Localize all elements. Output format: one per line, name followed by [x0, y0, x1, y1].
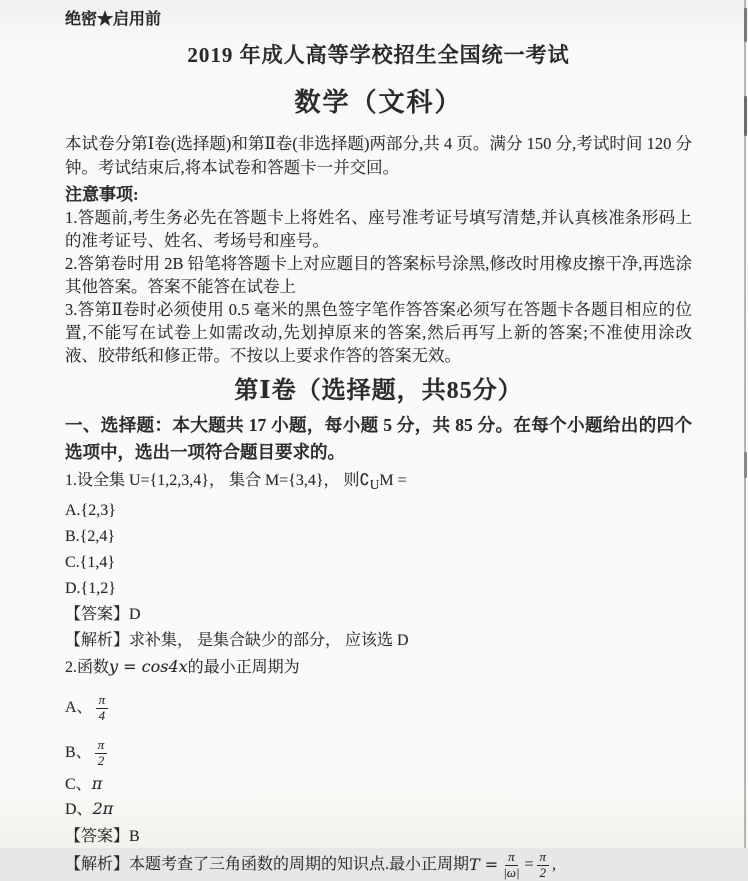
- q2-analysis-t: T =: [469, 855, 499, 875]
- fraction-numerator: π: [537, 850, 550, 866]
- q2-stem-tail: 的最小正周期为: [187, 659, 300, 677]
- intro-paragraph: 本试卷分第Ⅰ卷(选择题)和第Ⅱ卷(非选择题)两部分,共 4 页。满分 150 分,考试时间 120 分钟。考试结束后,将本试卷和答题卡一并交回。: [65, 134, 692, 177]
- scan-artifact-mark: [744, 8, 747, 42]
- q1-answer: 【答案】D: [65, 606, 141, 624]
- q1-option-a: A.{2,3}: [65, 502, 116, 520]
- q2-option-c-value: π: [91, 774, 103, 794]
- q2-option-d: [65, 798, 692, 821]
- q2-analysis-fraction-2: [537, 850, 550, 881]
- q2-option-d-label: D、: [65, 801, 93, 819]
- q1-stem-tail: M =: [379, 472, 407, 489]
- section-title: 第Ⅰ卷（选择题，共85分）: [234, 378, 523, 404]
- q2-option-a-label: A、: [65, 699, 93, 717]
- q2-option-a: [65, 690, 692, 726]
- q2-option-b: [65, 735, 692, 771]
- scan-artifact-mark: [744, 452, 747, 478]
- fraction-denominator: 4: [98, 707, 106, 723]
- q2-stem-text: 2.函数: [65, 659, 110, 677]
- q1-stem-text: 1.设全集 U={1,2,3,4}， 集合 M={3,4}， 则∁: [65, 472, 370, 489]
- q1-analysis: 【解析】求补集， 是集合缺少的部分， 应该选 D: [65, 632, 409, 650]
- q2-option-a-fraction: [96, 693, 109, 724]
- fraction-numerator: π: [505, 850, 518, 866]
- q2-analysis: [65, 849, 692, 881]
- scan-artifact-mark: [744, 96, 747, 136]
- fraction-numerator: π: [95, 738, 108, 754]
- notice-item-2: 2.答第卷时用 2B 铅笔将答题卡上对应题目的答案标号涂黑,修改时用橡皮擦干净,再选涂其他答案。答案不能答在试卷上: [65, 254, 692, 296]
- q2-answer: 【答案】B: [65, 828, 140, 846]
- notices-title: 注意事项:: [65, 185, 139, 204]
- subject-title: 数学（文科）: [294, 88, 463, 117]
- q2-analysis-equals: =: [524, 856, 534, 874]
- q2-stem-formula: y = cos4x: [109, 657, 188, 677]
- fraction-denominator: 2: [539, 864, 547, 880]
- q2-option-b-fraction: [95, 738, 108, 769]
- notice-item-1: 1.答题前,考生务必先在答题卡上将姓名、座号准考证号填写清楚,并认真核准条形码上的准考证号、姓名、考场号和座号。: [65, 208, 692, 250]
- fraction-numerator: π: [96, 693, 109, 709]
- q1-option-d: D.{1,2}: [65, 580, 116, 598]
- q2-option-b-label: B、: [65, 744, 92, 762]
- q2-option-c: [65, 773, 692, 796]
- q2-option-c-label: C、: [65, 776, 92, 794]
- q1-option-c: C.{1,4}: [65, 554, 116, 572]
- fraction-denominator: |ω|: [503, 864, 520, 880]
- secrecy-label: 绝密★启用前: [65, 11, 162, 28]
- section-instructions: 一、选择题：本大题共 17 小题，每小题 5 分，共 85 分。在每个小题给出的四个选项中，选出一项符合题目要求的。: [65, 415, 692, 462]
- notice-item-3: 3.答第Ⅱ卷时必须使用 0.5 毫米的黑色签字笔作答答案必须写在答题卡各题目相应的位置,不能写在试卷上如需改动,先划掉原来的答案,然后再写上新的答案;不准使用涂改液、胶带纸和修正带。不按以上要求作答的答案无效。: [65, 300, 692, 365]
- question-2-stem: [65, 654, 692, 681]
- question-1-stem: [65, 468, 692, 498]
- q2-analysis-fraction-1: [501, 850, 521, 881]
- q1-complement-subscript: U: [369, 477, 380, 493]
- q2-analysis-text: 【解析】本题考查了三角函数的周期的知识点.最小正周期: [65, 856, 470, 874]
- q1-option-b: B.{2,4}: [65, 528, 116, 546]
- exam-title: 2019 年成人高等学校招生全国统一考试: [187, 43, 570, 67]
- q2-analysis-tail: ,: [552, 856, 557, 874]
- fraction-denominator: 2: [97, 752, 105, 768]
- q2-option-d-value: 2π: [92, 799, 114, 819]
